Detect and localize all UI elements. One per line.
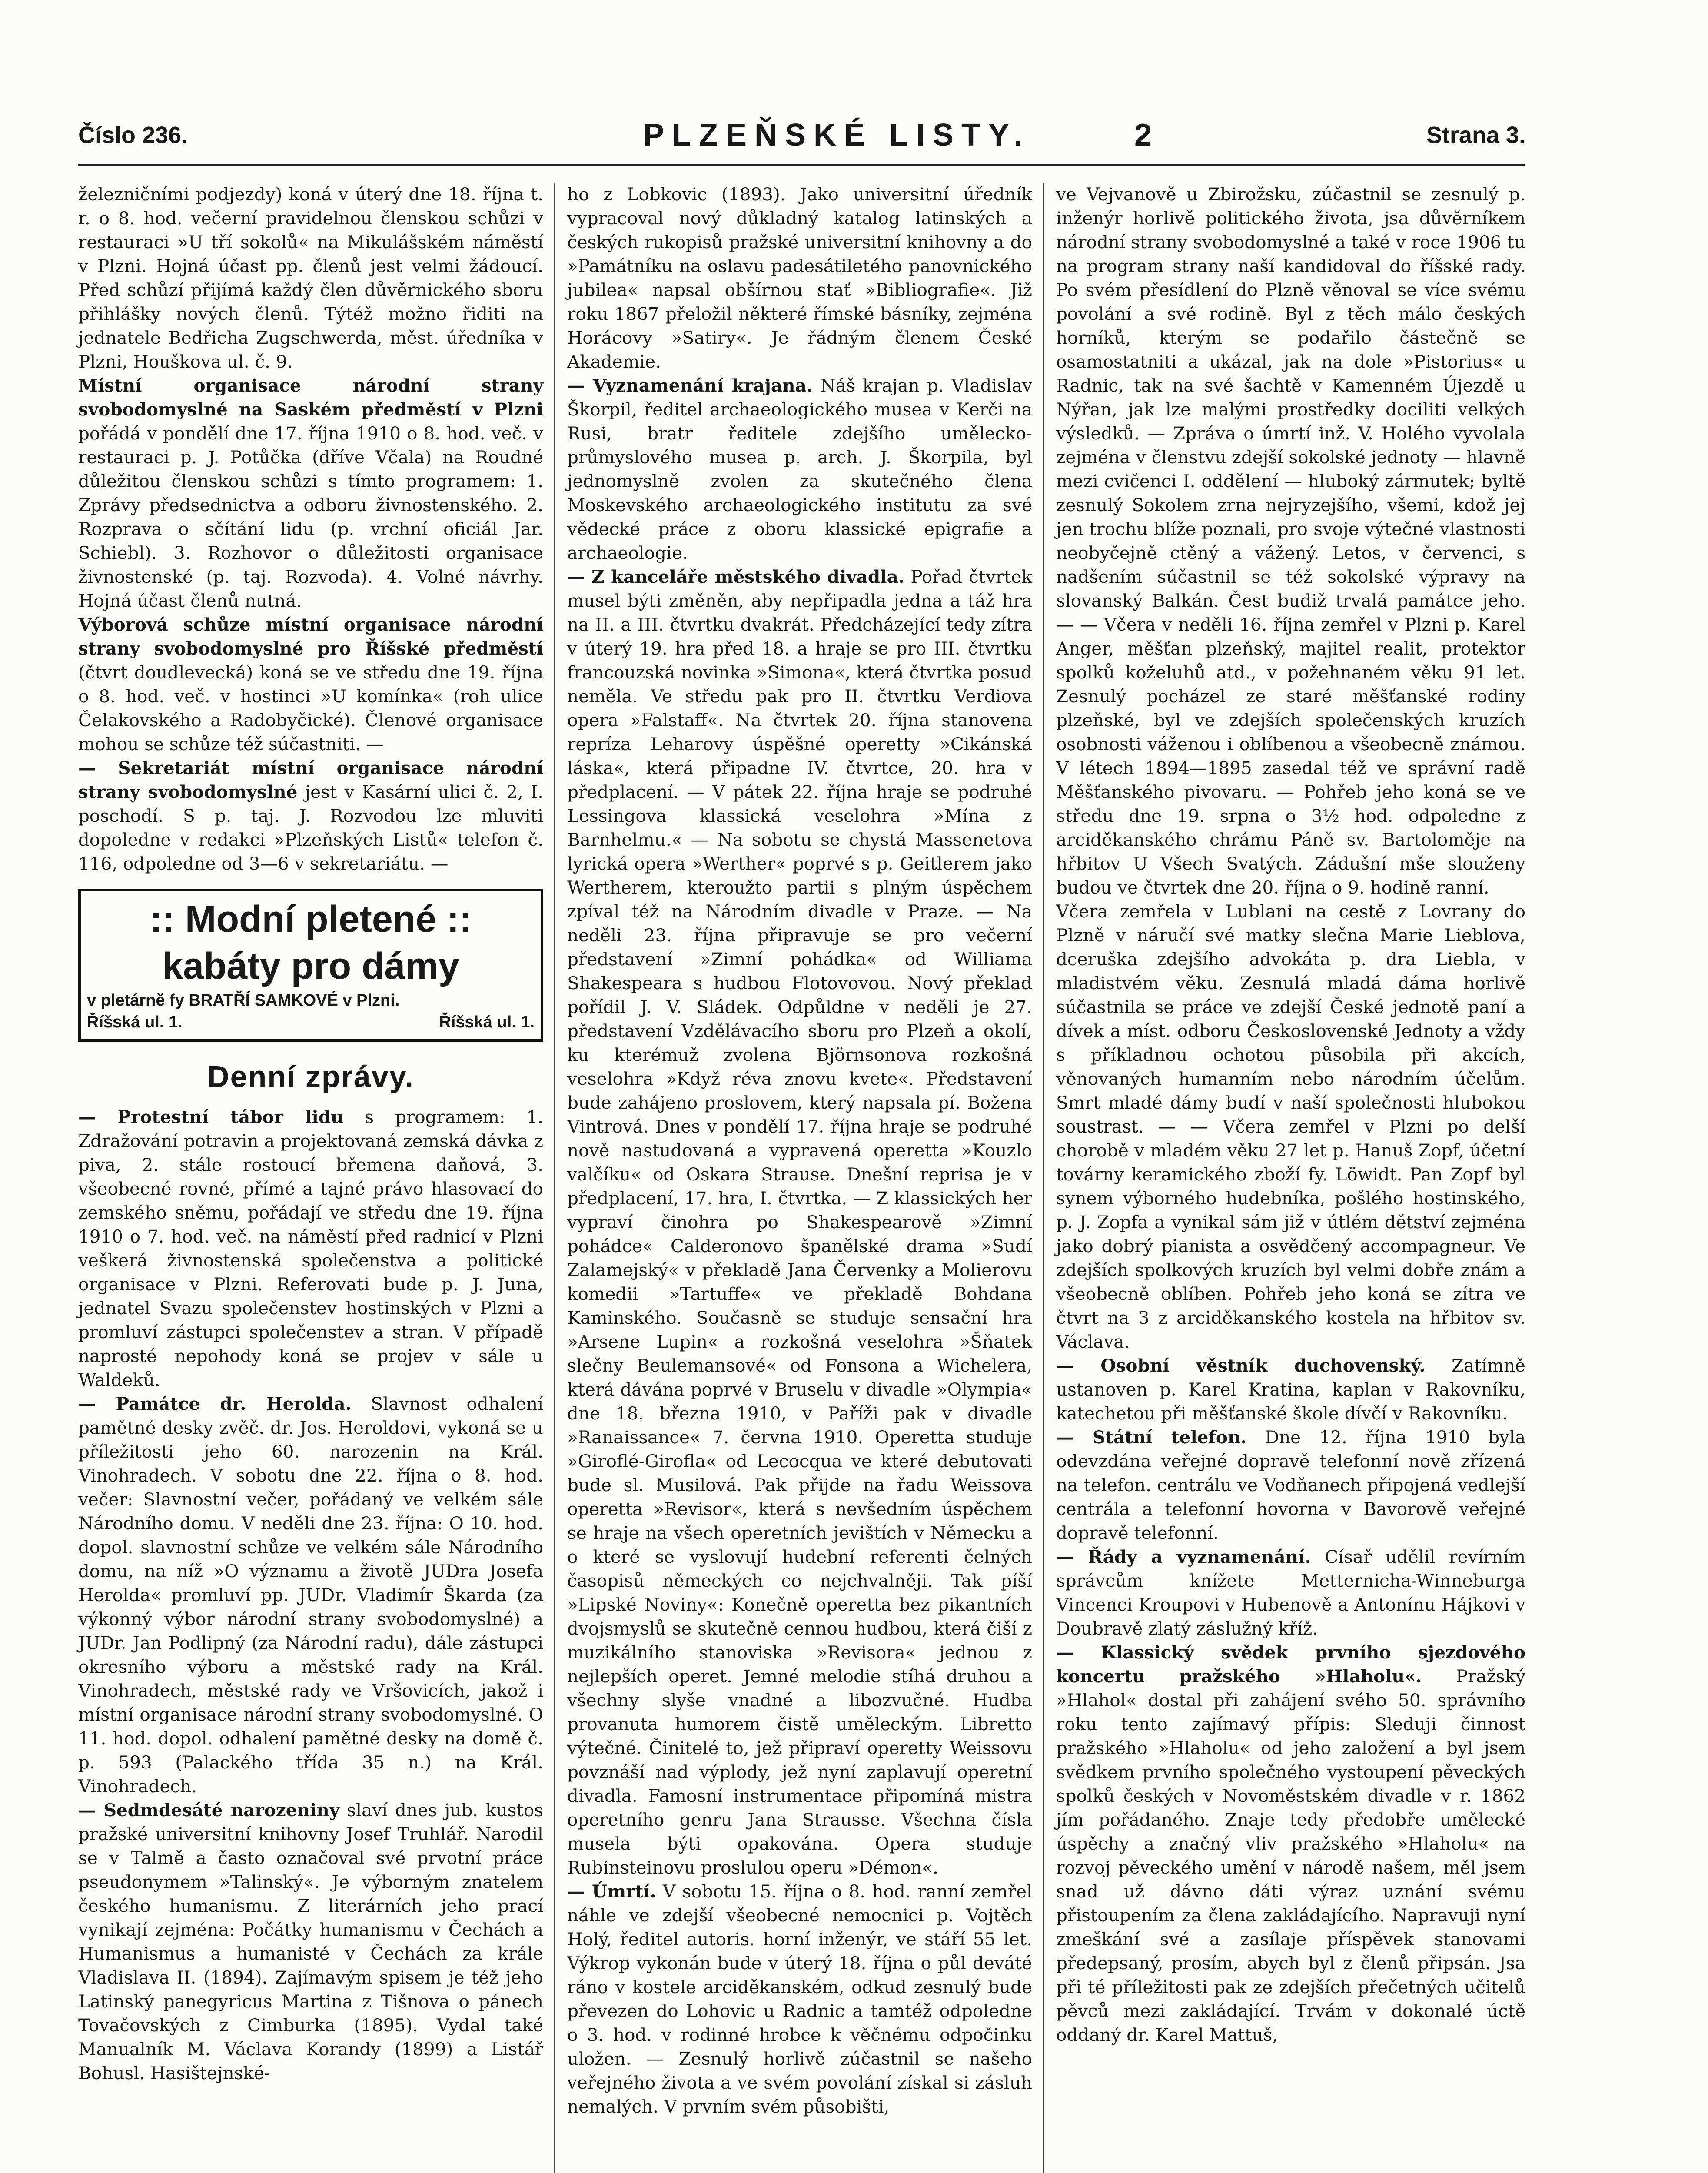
page-number: Strana 3.: [1426, 122, 1525, 148]
ad-address-right: Říšská ul. 1.: [439, 1013, 535, 1031]
ad-address-row: [87, 1011, 535, 1033]
article-paragraph: Včera zemřela v Lublani na cestě z Lovrany do Plzně v náručí své matky slečna Marie Lieblova, dceruška zdejšího advokáta p. dra Liebla, v mladistvém věku. Zesnulá mladá dáma horlivě súčastnila se práce ve zdejší České jednotě paní a dívek a míst. odboru Československé Jednoty a vždy s příkladnou ochotou působila při akcích, věnovaných humanním nebo národním účelům. Smrt mladé dámy budí v naší společnosti hlubokou soustrast. — — Včera zemřel v Plzni po delší chorobě v mladém věku 27 let p. Hanuš Zopf, účetní továrny keramického zboží fy. Löwidt. Pan Zopf byl synem výborného hudebníka, pošlého hostinského, p. J. Zopfa a vynikal sám již v útlém dětství zejména jako dobrý pianista a osvědčený accompagneur. Ve zdejších spolkových kruzích byl velmi dobře znám a všeobecně oblíben. Pohřeb jeho koná se zítra ve čtvrt na 3 z arciděkanského kostela na hřbitov sv. Václava.: [1056, 901, 1525, 1352]
column-divider-1: [554, 183, 555, 2173]
article-paragraph: — Státní telefon. Dne 12. října 1910 byla odevzdána veřejné dopravě telefonní nově zřízená na telefon. centrálu ve Vodňanech připojená vedlejší centrála a telefonní hovorna v Bavorově veřejné dopravě telefonní.: [1056, 1427, 1526, 1543]
article-heading: — Úmrtí.: [567, 1881, 656, 1902]
article-heading: — Klassický svědek prvního sjezdového koncertu pražského »Hlaholu«.: [1056, 1642, 1525, 1687]
article-paragraph: — Z kanceláře městského divadla. Pořad čtvrtek musel býti změněn, aby nepřipadla jedna a táž hra na II. a III. čtvrtku dvakrát. Předcházející tedy zítra v úterý 19. hra před 18. a hraje se pro III. čtvrtku francouzská novinka »Simona«, která čtvrtka posud neměla. Ve středu pak pro II. čtvrtku Verdiova opera »Falstaff«. Na čtvrtek 20. října stanovena repríza Leharovy úspěšné operetty »Cikánská láska«, která připadne IV. čtvrtce, 20. hra v předplacení. — V pátek 22. října hraje se podruhé Lessingova klassická veselohra »Mína z Barnhelmu.« — Na sobotu se chystá Massenetova lyrická opera »Werther« poprvé s p. Geitlerem jako Wertherem, kteroužto partii s plným úspěchem zpíval též na Národním divadle v Praze. — Na neděli 23. října připravuje se pro večerní představení »Zimní pohádka« od Williama Shakespeara s hudbou Flotovovou. Nový překlad pořídil J. V. Sládek. Odpůldne v neděli je 27. představení Vzdělávacího sboru pro Plzeň a okolí, ku kterémuž zvolena Björnsonova rozkošná veselohra »Když réva znovu kvete«. Představení bude zahájeno proslovem, který napsala pí. Božena Vintrová. Dnes v pondělí 17. října hraje se podruhé nově nastudovaná a vypravená operetta »Kouzlo valčíku« od Oskara Strause. Dnešní reprisa je v předplacení, 17. hra, I. čtvrtka. — Z klassických her vypraví činohra po Shakespearově »Zimní pohádce« Calderonovo španělské drama »Sudí Zalamejský« v překladě Jana Červenky a Molierovu komedii »Tartuffe« ve překladě Bohdana Kaminského. Současně se studuje sensační hra »Arsene Lupin« a rozkošná veselohra »Šňatek slečny Beulemansové« od Fonsona a Wichelera, která dávána poprvé v Bruselu v divadle »Olympia« dne 18. března 1910, v Paříži pak v divadle »Ranaissance« 7. června 1910. Operetta studuje »Giroflé-Girofla« od Lecocqua ve které debutovati bude sl. Musilová. Pak přijde na řadu Weissova operetta »Revisor«, která s nevšedním úspěchem se hraje na všech operetních jevištích v Německu a o které se vyslovují hudební referenti čelných časopisů německých co nejchvalněji. Tak píší »Lipské Noviny«: Konečně operetta bez pikantních dvojsmyslů se skutečně cennou hudbou, která čiší z muzikálního stanoviska »Revisora« jednou z nejlepších operet. Jemné melodie stíhá druhou a všechny slyše vnadné a libozvučné. Hudba provanuta humorem čistě uměleckým. Libretto výtečné. Činitelé to, jež připraví operetty Weissovu povznáší nad výplody, jež nyní zaplavují operetní divadla. Famosní instrumentace připomíná mistra operetního genru Jana Strausse. Všechna čísla musela býti opakována. Opera studuje Rubinsteinovu proslulou operu »Démon«.: [567, 566, 1032, 1878]
article-paragraph: — Sekretariát místní organisace národní strany svobodomyslné jest v Kasární ulici č. 2, I. poschodí. S p. taj. J. Rozvodou lze mluviti dopoledne v redakci »Plzeňských Listů« telefon č. 116, odpoledne od 3—6 v sekretariátu. —: [78, 758, 544, 874]
article-heading: — Vyznamenání krajana.: [567, 375, 813, 396]
page-header: [78, 109, 1525, 161]
masthead-title: PLZEŇSKÉ LISTY.: [643, 118, 1030, 153]
article-paragraph: železničními podjezdy) koná v úterý dne 18. října t. r. o 8. hod. večerní pravidelnou členskou schůzi v restauraci »U tří sokolů« na Mikulášském náměstí v Plzni. Hojná účast pp. členů jest velmi žádoucí. Před schůzí přijímá každý člen důvěrnického sboru přihlášky nových členů. Týtéž možno řiditi na jednatele Bedřicha Zugschwerda, měst. úředníka v Plzni, Houškova ul. č. 9.: [78, 184, 543, 372]
article-paragraph: — Památce dr. Herolda. Slavnost odhalení pamětné desky zvěč. dr. Jos. Heroldovi, vykoná se u příležitosti jeho 60. narozenin na Král. Vinohradech. V sobotu dne 22. října o 8. hod. večer: Slavnostní večer, pořádaný ve velkém sále Národního domu. V neděli dne 23. října: O 10. hod. dopol. slavnostní schůze ve velkém sále Národního domu, na níž »O významu a životě JUDra Josefa Herolda« promluví pp. JUDr. Vladimír Škarda (za výkonný výbor národní strany svobodomyslné) a JUDr. Jan Podlipný (za Národní radu), dále zástupci okresního výboru a městské rady na Král. Vinohradech, městské rady ve Vršovicích, jakož i místní organisace národní strany svobodomyslné. O 11. hod. dopol. odhalení pamětné desky na domě č. p. 593 (Palackého třída 35 n.) na Král. Vinohradech.: [78, 1393, 544, 1797]
column-divider-2: [1043, 183, 1044, 2173]
article-paragraph: — Vyznamenání krajana. Náš krajan p. Vladislav Škorpil, ředitel archaeologického musea v Kerči na Rusi, bratr ředitele zdejšího umělecko-průmyslového musea p. arch. J. Škorpila, byl jednomyslně zvolen za skutečného člena Moskevského archaeologického institutu za své vědecké práce z oboru klassické epigrafie a archaeologie.: [567, 375, 1032, 563]
ad-subline: v pletárně fy BRATŘÍ SAMKOVÉ v Plzni.: [87, 991, 400, 1010]
article-heading: — Protestní tábor lidu: [78, 1106, 344, 1127]
issue-number: Číslo 236.: [78, 122, 188, 148]
header-mark: 2: [1134, 118, 1152, 153]
article-paragraph: — Klassický svědek prvního sjezdového koncertu pražského »Hlaholu«. Pražský »Hlahol« dostal při zahájení svého 50. správního roku tento zajímavý přípis: Sleduji činnost pražského »Hlaholu« od jeho založení a byl jsem svědkem prvního společného vystoupení pěveckých spolků českých v Novoměstském divadle v r. 1862 jím pořádaného. Znaje tedy předobře umělecké úspěchy a značný vliv pražského »Hlaholu« na rozvoj pěveckého umění v národě našem, měl jsem snad už dávno dáti výraz uznání svému přistoupením za člena zakládajícího. Napravuji nyní zmeškání své a zasílaje příspěvek stanovami předepsaný, prosím, abych byl z členů připsán. Jsa při té příležitosti pak ze zdejších přečetných učitelů pěvců mezi zakládající. Trvám v dokonalé úctě oddaný dr. Karel Mattuš,: [1056, 1642, 1526, 2045]
column-2: [567, 183, 1032, 2119]
article-heading: — Památce dr. Herolda.: [78, 1393, 352, 1414]
article-heading: Výborová schůze místní organisace národní strany svobodomyslné pro Říšské předměstí: [78, 614, 543, 659]
article-heading: — Státní telefon.: [1056, 1427, 1247, 1448]
column-3: [1056, 183, 1525, 2047]
header-rule: [78, 164, 1525, 166]
article-paragraph: — Osobní věstník duchovenský. Zatímně ustanoven p. Karel Kratina, kaplan v Rakovníku, katechetou při měšťanské škole dívčí v Rakovníku.: [1056, 1355, 1526, 1424]
advertisement-box: [78, 889, 543, 1042]
article-heading: — Sekretariát místní organisace národní strany svobodomyslné: [78, 758, 543, 802]
article-paragraph: ve Vejvanově u Zbirožsku, zúčastnil se zesnulý p. inženýr horlivě politického života, jsa důvěrníkem národní strany svobodomyslné a také v roce 1906 tu na program strany naší kandidoval do říšské rady. Po svém přesídlení do Plzně věnoval se více svému povolání a své rodině. Byl z těch málo českých horníků, kterým se podařilo částečně se osamostatniti a ukázal, jak na dole »Pistorius« u Radnic, tak na své šachtě v Kamenném Újezdě u Nýřan, jak lze malými prostředky dociliti velkých výsledků. — Zpráva o úmrtí inž. V. Holého vyvolala zejména v členstvu zdejší sokolské jednoty — hlavně mezi cvičenci I. oddělení — hluboký zármutek; byltě zesnulý Sokolem zrna nejryzejšího, všemi, kdož jej jen trochu blíže poznali, pro svoje výtečné vlastnosti neobyčejně ctěný a vážený. Letos, v červenci, s nadšením súčastnil se též sokolské výpravy na slovanský Balkán. Čest budiž trvalá památce jeho. — — Včera v neděli 16. října zemřel v Plzni p. Karel Anger, měšťan plzeňský, majitel realit, protektor spolků koželuhů atd., v požehnaném věku 91 let. Zesnulý pocházel ze staré měšťanské rodiny plzeňské, byl ve zdejších společenských kruzích osobnosti váženou i oblíbenou a všeobecně známou. V létech 1894—1895 zasedal též ve správní radě Měšťanského pivovaru. — Pohřeb jeho koná se ve středu dne 19. srpna o 3½ hod. odpoledne z arciděkanského chrámu Páně sv. Bartoloměje na hřbitov U Všech Svatých. Zádušní mše slouženy budou ve čtvrtek dne 20. října o 9. hodině ranní.: [1056, 184, 1525, 898]
article-paragraph: ho z Lobkovic (1893). Jako universitní úředník vypracoval nový důkladný katalog latinských a českých rukopisů pražské universitní knihovny a do »Památníku na oslavu padesátiletého panovnického jubilea« napsal obšírnou stať »Bibliografie«. Již roku 1867 přeložil některé římské básníky, zejména Horácovy »Satiry«. Je řádným členem České Akademie.: [567, 184, 1032, 372]
article-paragraph: — Sedmdesáté narozeniny slaví dnes jub. kustos pražské universitní knihovny Josef Truhlář. Narodil se v Talmě a často označoval své prvotní práce pseudonymem »Talinský«. Je výborným znatelem českého humanismu. Z literárních jeho prací vynikají zejména: Počátky humanismu v Čechách a Humanismus a humanisté v Čechách za krále Vladislava II. (1894). Zajímavým spisem je též jeho Latinský panegyricus Martina z Tišnova o pánech Tovačovských z Cimburka (1895). Vydal také Manualník M. Václava Korandy (1899) a Listář Bohusl. Hasištejnské-: [78, 1800, 543, 2083]
article-paragraph: — Úmrtí. V sobotu 15. října o 8. hod. ranní zemřel náhle ve zdejší všeobecné nemocnici p. Vojtěch Holý, ředitel autoris. horní inženýr, ve stáří 55 let. Výkrop vykonán bude v úterý 18. října o půl deváté ráno v kostele arciděkanském, odkud zesnulý bude převezen do Lohovic u Radnic a tamtéž odpoledne o 3. hod. v rodinné hrobce k věčnému odpočinku uložen. — Zesnulý horlivě zúčastnil se našeho veřejného života a ve svém povolání získal si zásluh nemalých. V prvním svém působišti,: [567, 1881, 1032, 2117]
article-heading: Místní organisace národní strany svobodomyslné na Saském předměstí v Plzni: [78, 375, 543, 420]
article-paragraph: — Protestní tábor lidu s programem: 1. Zdražování potravin a projektovaná zemská dávka z piva, 2. stále rostoucí břemena daňová, 3. všeobecné rovné, přímé a tajné právo hlasovací do zemského sněmu, pořádají ve středu dne 19. října 1910 o 7. hod. več. na náměstí před radnicí v Plzni veškerá živnostenská společenstva a politické organisace v Plzni. Referovati bude p. J. Juna, jednatel Svazu společenstev hostinských v Plzni a promluví zástupci společenstev a stran. V případě naprosté nepohody koná se projev v sále u Waldeků.: [78, 1106, 544, 1390]
article-paragraph: — Řády a vyznamenání. Císař udělil revírním správcům knížete Metternicha-Winneburga Vincenci Kroupovi v Hubenově a Antonínu Hájkovi v Doubravě zlatý záslužný kříž.: [1056, 1546, 1525, 1639]
ad-headline-2: kabáty pro dámy: [162, 945, 459, 987]
article-heading: — Řády a vyznamenání.: [1056, 1546, 1311, 1567]
section-title: Denní zprávy.: [207, 1060, 414, 1093]
article-paragraph: Výborová schůze místní organisace národní strany svobodomyslné pro Říšské předměstí (čtvrt doudlevecká) koná se ve středu dne 19. října o 8. hod. več. v hostinci »U komínka« (roh ulice Čelakovského a Radobyčické). Členové organisace mohou se schůze též súčastniti. —: [78, 614, 543, 754]
ad-address-left: Říšská ul. 1.: [87, 1013, 183, 1031]
column-1: [78, 183, 543, 2085]
article-heading: — Osobní věstník duchovenský.: [1056, 1355, 1426, 1376]
article-paragraph: Místní organisace národní strany svobodomyslné na Saském předměstí v Plzni pořádá v pondělí dne 17. října 1910 o 8. hod. več. v restauraci p. J. Potůčka (dříve Včala) na Roudné důležitou členskou schůzi s tímto programem: 1. Zprávy předsednictva a odboru živnostenského. 2. Rozprava o sčítání lidu (p. vrchní oficiál Jar. Schiebl). 3. Rozhovor o důležitosti organisace živnostenské (p. taj. Rozvoda). 4. Volné návrhy. Hojná účast členů nutná.: [78, 375, 543, 611]
article-heading: — Z kanceláře městského divadla.: [567, 566, 904, 587]
ad-headline-1: :: Modní pletené ::: [150, 898, 472, 940]
article-heading: — Sedmdesáté narozeniny: [78, 1800, 340, 1821]
